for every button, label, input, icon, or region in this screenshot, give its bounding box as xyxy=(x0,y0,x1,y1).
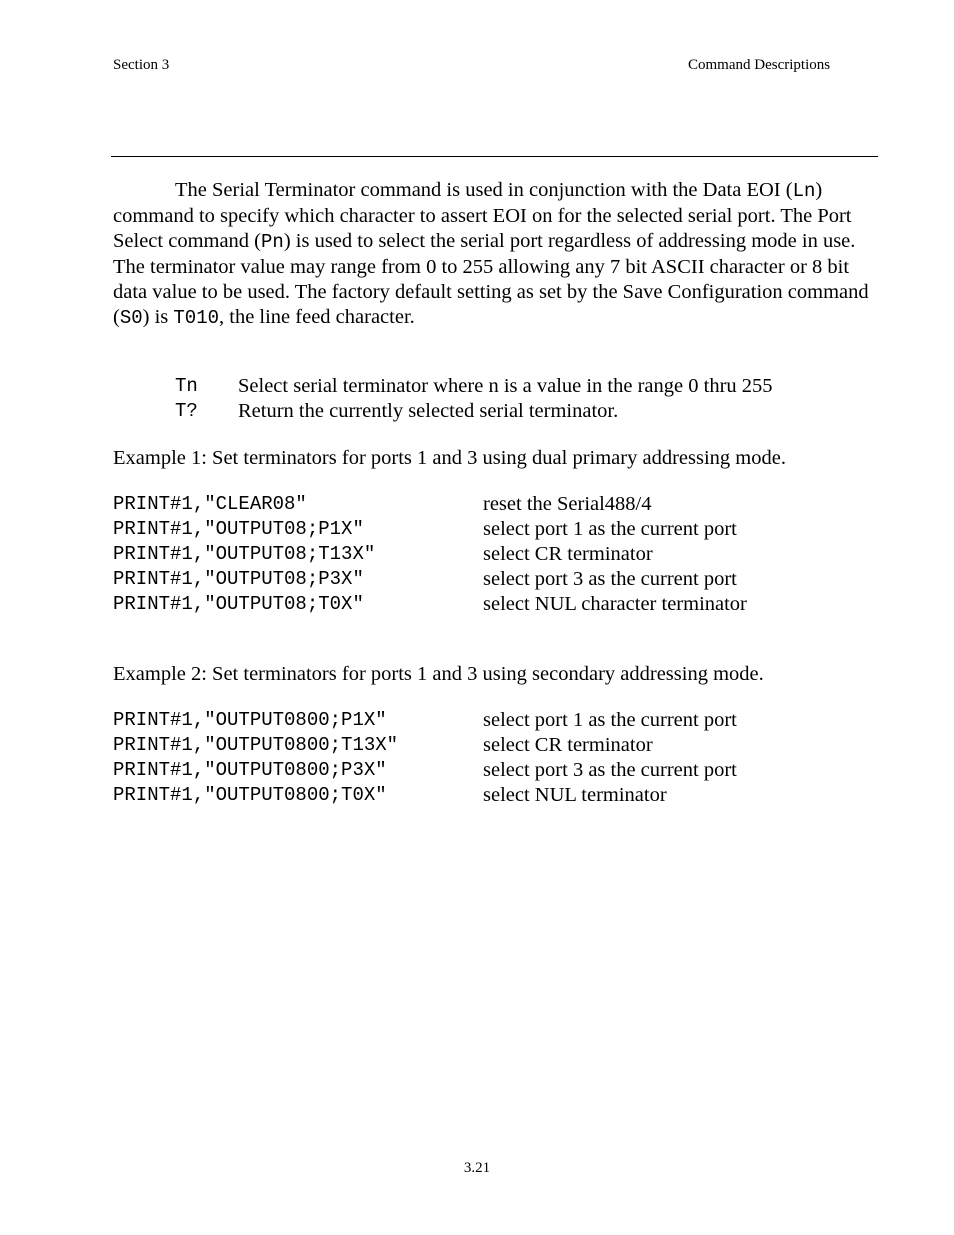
code-line: PRINT#1,"OUTPUT08;P1X" xyxy=(113,518,364,540)
intro-paragraph xyxy=(113,178,877,331)
code-comment: reset the Serial488/4 xyxy=(483,493,652,515)
page-number: 3.21 xyxy=(463,1160,491,1176)
example-1-title: Example 1: Set terminators for ports 1 and 3 using dual primary addressing mode. xyxy=(113,447,786,469)
syntax-description: Return the currently selected serial terminator. xyxy=(238,400,619,422)
code-line: PRINT#1,"OUTPUT0800;P1X" xyxy=(113,709,387,731)
header-rule xyxy=(111,156,878,157)
running-header-section: Section 3 xyxy=(113,57,170,73)
code-line: PRINT#1,"OUTPUT08;T13X" xyxy=(113,543,376,565)
code-comment: select NUL character terminator xyxy=(483,593,747,615)
code-line: PRINT#1,"CLEAR08" xyxy=(113,493,307,515)
code-line: PRINT#1,"OUTPUT08;P3X" xyxy=(113,568,364,590)
running-header-title: Command Descriptions xyxy=(688,57,831,73)
inline-code-pn: Pn xyxy=(261,231,284,253)
code-comment: select port 3 as the current port xyxy=(483,759,737,781)
syntax-command: Tn xyxy=(175,375,198,397)
code-comment: select port 1 as the current port xyxy=(483,709,737,731)
code-comment: select port 1 as the current port xyxy=(483,518,737,540)
intro-text-1: The Serial Terminator command is used in conjunction with the Data EOI ( xyxy=(175,179,793,201)
inline-code-s0: S0 xyxy=(119,307,143,329)
intro-text-4: ) is xyxy=(142,306,174,328)
code-line: PRINT#1,"OUTPUT0800;T13X" xyxy=(113,734,399,756)
code-comment: select CR terminator xyxy=(483,734,653,756)
code-line: PRINT#1,"OUTPUT0800;T0X" xyxy=(113,784,387,806)
code-line: PRINT#1,"OUTPUT08;T0X" xyxy=(113,593,364,615)
code-line: PRINT#1,"OUTPUT0800;P3X" xyxy=(113,759,387,781)
inline-code-t010: T010 xyxy=(173,307,219,329)
intro-text-5: , the line feed character. xyxy=(219,306,415,328)
intro-text-3: ) is used to select the serial port regardless of addressing mode in use. The terminator value may range from 0 to 255 allowing any 7 bit ASCII character or 8 bit data value to be used. The factory default setting as set by the Save Configuration command ( xyxy=(113,230,869,328)
example-2-title: Example 2: Set terminators for ports 1 and 3 using secondary addressing mode. xyxy=(113,663,764,685)
code-comment: select CR terminator xyxy=(483,543,653,565)
syntax-command: T? xyxy=(175,400,198,422)
code-comment: select port 3 as the current port xyxy=(483,568,737,590)
code-comment: select NUL terminator xyxy=(483,784,667,806)
syntax-description: Select serial terminator where n is a value in the range 0 thru 255 xyxy=(238,375,773,397)
intro-text-2: ) command to specify which character to assert EOI on for the selected serial port. The Port Select command ( xyxy=(113,179,852,252)
inline-code-ln: Ln xyxy=(792,180,816,202)
